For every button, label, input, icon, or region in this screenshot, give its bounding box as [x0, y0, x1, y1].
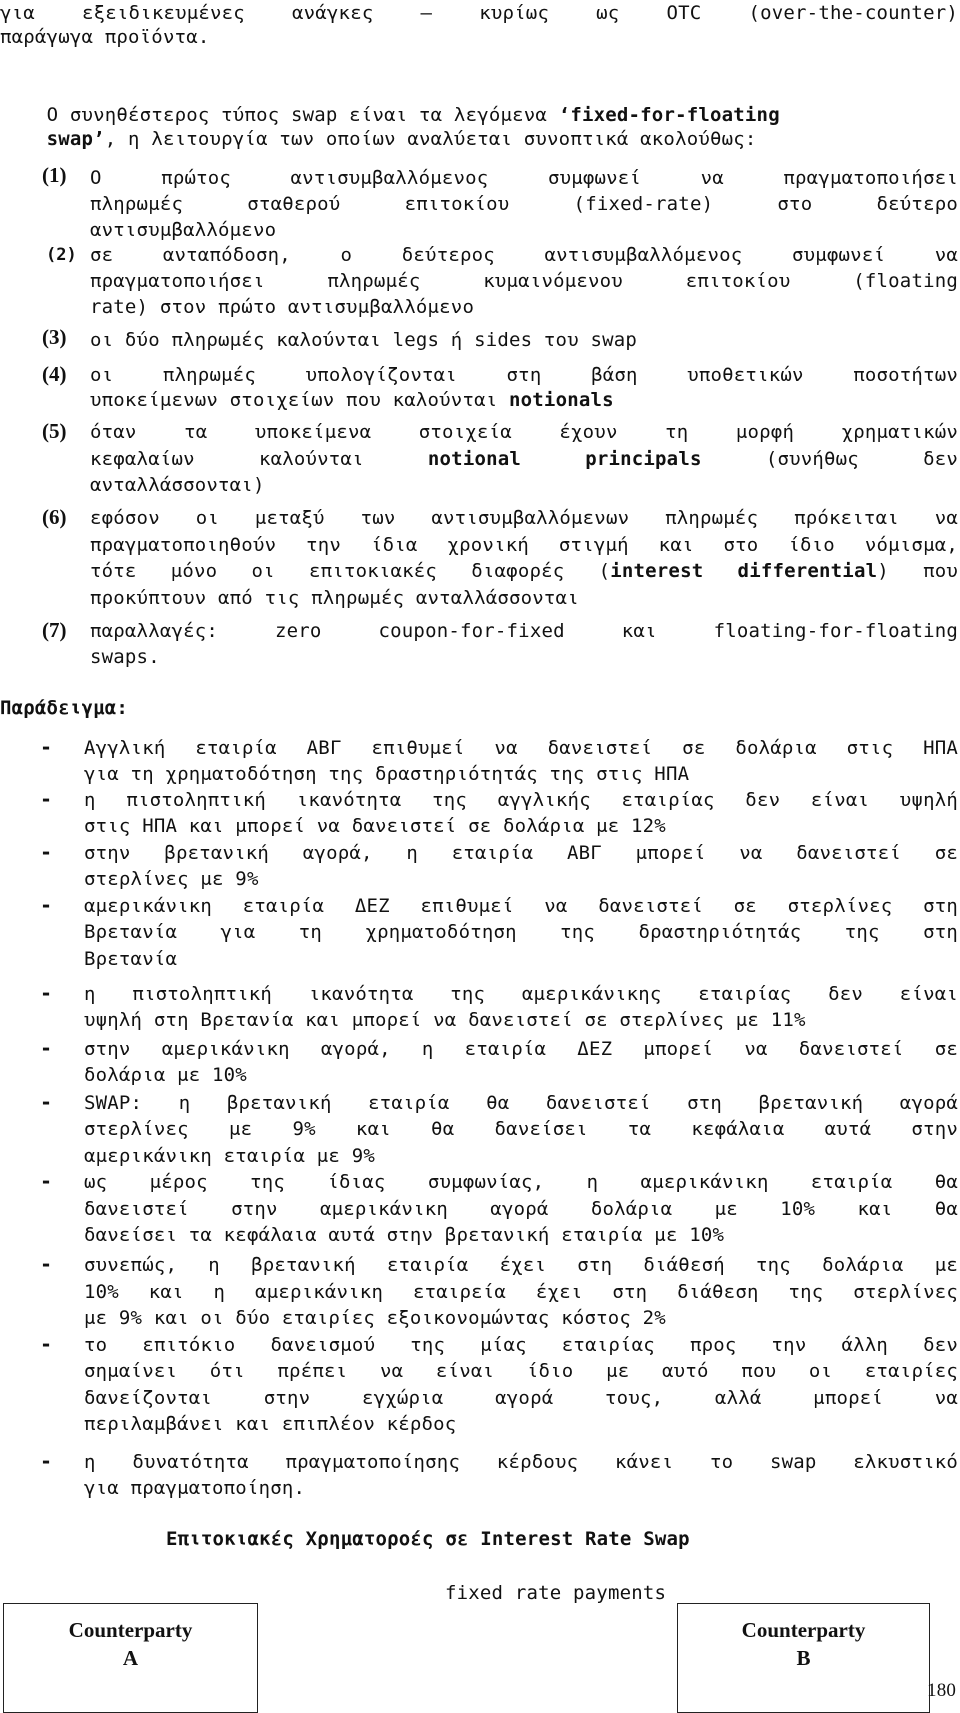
point-1-line-1: Ο πρώτος αντισυμβαλλόμενος συμφωνεί να πραγματοποιήσει — [90, 167, 958, 189]
page-number: 180 — [927, 1680, 957, 1701]
bullet-1-line-2: για τη χρηματοδότηση της δραστηριότητάς της στις ΗΠΑ — [84, 763, 690, 785]
point-number: (4) — [42, 362, 67, 386]
counterparty-b-label: Counterparty — [741, 1618, 866, 1642]
counterparty-a-label: Counterparty — [68, 1618, 193, 1642]
point-6-text-b: ) που — [877, 560, 959, 582]
bullet-4-line-1: αμερικάνικη εταιρία ΔΕΖ επιθυμεί να δανειστεί σε στερλίνες στη — [84, 895, 958, 917]
point-1-line-3: αντισυμβαλλόμενο — [90, 219, 277, 241]
bullet-4-line-3: Βρετανία — [84, 948, 178, 970]
bullet-5-line-1: η πιστοληπτική ικανότητα της αμερικάνικης εταιρίας δεν είναι — [84, 983, 958, 1005]
point-number: (5) — [42, 419, 67, 443]
bullet-10-line-4: περιλαμβάνει και επιπλέον κέρδος — [84, 1413, 457, 1435]
bullet-10-line-3: δανείζονται στην εγχώρια αγορά τους, αλλά μπορεί να — [84, 1387, 958, 1409]
point-5-bold: notional principals — [427, 448, 702, 470]
point-1-line-2: πληρωμές σταθερού επιτοκίου (fixed-rate) στο δεύτερο — [90, 193, 958, 215]
bullet-marker: - — [40, 1036, 53, 1060]
point-number: (7) — [42, 618, 67, 642]
point-5-line-3: ανταλλάσσονται) — [90, 474, 265, 496]
bullet-marker: - — [40, 981, 53, 1005]
bullet-7-line-1: SWAP: η βρετανική εταιρία θα δανειστεί στη βρετανική αγορά — [84, 1092, 958, 1114]
bullet-marker: - — [40, 1332, 53, 1356]
bullet-marker: - — [40, 787, 53, 811]
point-4-text: υποκείμενων στοιχείων που καλούνται — [90, 389, 510, 411]
counterparty-b-letter: B — [796, 1646, 811, 1670]
section-title: Επιτοκιακές Χρηματοροές σε Interest Rate Swap — [166, 1528, 690, 1550]
bullet-marker: - — [40, 893, 53, 917]
point-3-line-1: οι δύο πληρωμές καλούνται legs ή sides του swap — [90, 329, 638, 351]
point-2-line-1: σε ανταπόδοση, ο δεύτερος αντισυμβαλλόμενος συμφωνεί να — [90, 244, 958, 266]
point-4-bold: notionals — [509, 389, 614, 411]
bullet-1-line-1: Αγγλική εταιρία ΑΒΓ επιθυμεί να δανειστεί σε δολάρια στις ΗΠΑ — [84, 737, 958, 759]
point-7-line-2: swaps. — [90, 646, 160, 668]
point-number: (1) — [42, 163, 67, 187]
bullet-3-line-2: στερλίνες με 9% — [84, 868, 259, 890]
counterparty-a-box — [3, 1603, 258, 1713]
example-heading: Παράδειγμα: — [0, 697, 129, 719]
bullet-8-line-1: ως μέρος της ίδιας συμφωνίας, η αμερικάνικη εταιρία θα — [84, 1171, 958, 1193]
point-number: (3) — [42, 325, 67, 349]
swap-intro-bold-2: swap’ — [46, 128, 105, 150]
bullet-5-line-2: υψηλή στη Βρετανία και μπορεί να δανειστεί σε στερλίνες με 11% — [84, 1009, 806, 1031]
bullet-8-line-3: δανείσει τα κεφάλαια αυτά στην βρετανική εταιρία με 10% — [84, 1224, 725, 1246]
bullet-8-line-2: δανειστεί στην αμερικάνικη αγορά δολάρια με 10% και θα — [84, 1198, 958, 1220]
swap-intro-text: Ο συνηθέστερος τύπος swap είναι τα λεγόμενα — [46, 104, 559, 126]
point-number: (6) — [42, 505, 67, 529]
point-6-line-4: προκύπτουν από τις πληρωμές ανταλλάσσονται — [90, 587, 579, 609]
point-number: (2) — [46, 245, 77, 265]
swap-intro-bold: ‘fixed-for-floating — [558, 104, 780, 126]
bullet-2-line-2: στις ΗΠΑ και μπορεί να δανειστεί σε δολάρια με 12% — [84, 815, 666, 837]
point-6-bold: interest differential — [610, 560, 878, 582]
bullet-marker: - — [40, 1090, 53, 1114]
point-6-text-a: τότε μόνο οι επιτοκιακές διαφορές ( — [90, 560, 611, 582]
point-6-line-2: πραγματοποιηθούν την ίδια χρονική στιγμή και στο ίδιο νόμισμα, — [90, 534, 958, 556]
bullet-6-line-1: στην αμερικάνικη αγορά, η εταιρία ΔΕΖ μπορεί να δανειστεί σε — [84, 1038, 958, 1060]
counterparty-b-box — [677, 1603, 930, 1713]
bullet-marker: - — [40, 735, 53, 759]
point-4-line-2 — [90, 387, 614, 414]
bullet-7-line-3: αμερικάνικη εταιρία με 9% — [84, 1145, 375, 1167]
arrow-label: fixed rate payments — [445, 1582, 667, 1604]
intro-line-2: παράγωγα προϊόντα. — [0, 26, 210, 48]
counterparty-a-letter: A — [122, 1646, 139, 1670]
point-2-line-2: πραγματοποιήσει πληρωμές κυμαινόμενου επιτοκίου (floating — [90, 270, 958, 292]
point-4-line-1: οι πληρωμές υπολογίζονται στη βάση υποθετικών ποσοτήτων — [90, 364, 958, 386]
bullet-marker: - — [40, 1449, 53, 1473]
bullet-7-line-2: στερλίνες με 9% και θα δανείσει τα κεφάλαια αυτά στην — [84, 1118, 958, 1140]
bullet-3-line-1: στην βρετανική αγορά, η εταιρία ΑΒΓ μπορεί να δανειστεί σε — [84, 842, 958, 864]
point-2-line-3: rate) στον πρώτο αντισυμβαλλόμενο — [90, 296, 475, 318]
bullet-9-line-2: 10% και η αμερικάνικη εταιρεία έχει στη διάθεση της στερλίνες — [84, 1281, 958, 1303]
point-6-line-1: εφόσον οι μεταξύ των αντισυμβαλλόμενων πληρωμές πρόκειται να — [90, 507, 958, 529]
point-5-line-2 — [90, 446, 958, 473]
bullet-10-line-1: το επιτόκιο δανεισμού της μίας εταιρίας προς την άλλη δεν — [84, 1334, 958, 1356]
point-5-text-b: (συνήθως δεν — [765, 448, 959, 470]
swap-intro-rest: , η λειτουργία των οποίων αναλύεται συνοπτικά ακολούθως: — [104, 128, 757, 150]
bullet-2-line-1: η πιστοληπτική ικανότητα της αγγλικής εταιρίας δεν είναι υψηλή — [84, 789, 958, 811]
bullet-4-line-2: Βρετανία για τη χρηματοδότηση της δραστηριότητάς της στη — [84, 921, 958, 943]
point-5-text-a: κεφαλαίων καλούνται — [90, 448, 364, 470]
point-6-line-3 — [90, 558, 958, 585]
point-5-line-1: όταν τα υποκείμενα στοιχεία έχουν τη μορφή χρηματικών — [90, 421, 958, 443]
intro-line-1: για εξειδικευμένες ανάγκες – κυρίως ως OTC (over-the-counter) — [0, 2, 958, 24]
bullet-marker: - — [40, 1169, 53, 1193]
bullet-9-line-3: με 9% και οι δύο εταιρίες εξοικονομώντας κόστος 2% — [84, 1307, 666, 1329]
bullet-marker: - — [40, 840, 53, 864]
bullet-9-line-1: συνεπώς, η βρετανική εταιρία έχει στη διάθεσή της δολάρια με — [84, 1254, 958, 1276]
bullet-11-line-1: η δυνατότητα πραγματοποίησης κέρδους κάνει το swap ελκυστικό — [84, 1451, 958, 1473]
bullet-10-line-2: σημαίνει ότι πρέπει να είναι ίδιο με αυτό που οι εταιρίες — [84, 1360, 958, 1382]
point-7-line-1: παραλλαγές: zero coupon-for-fixed και floating-for-floating — [90, 620, 958, 642]
bullet-6-line-2: δολάρια με 10% — [84, 1064, 247, 1086]
bullet-11-line-2: για πραγματοποίηση. — [84, 1477, 306, 1499]
bullet-marker: - — [40, 1252, 53, 1276]
